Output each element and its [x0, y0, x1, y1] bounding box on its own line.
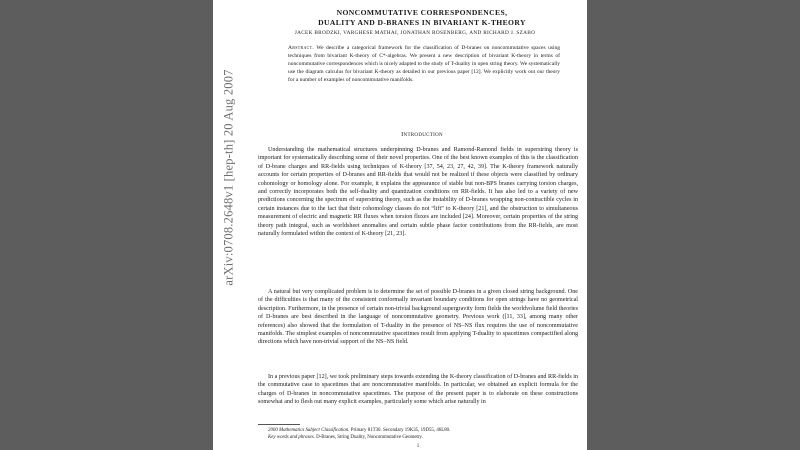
page-number: 1 [416, 444, 420, 449]
footnote-msc [268, 427, 568, 434]
abstract [288, 44, 560, 84]
footnote-keywords [268, 434, 568, 441]
footnote-keywords-text: D-Branes, String Duality, Noncommutative Geometry. [316, 435, 423, 440]
paper-title-line-1: NONCOMMUTATIVE CORRESPONDENCES, [336, 8, 508, 17]
paragraph-3: In a previous paper [12], we took preliminary steps towards extending the K-theory classification of D-branes and RR-fields in the commutative case to spacetimes that are noncommutative manifolds. In particular, we obtained an explicit formula for the charges of D-branes in noncommutative spacetimes. The purpose of the present paper is to elaborate on these constructions somewhat and to flesh out many explicit examples, particularly some which arise naturally in [258, 374, 578, 406]
abstract-label: Abstract. [288, 45, 315, 51]
footnote-keywords-label: Key words and phrases. [268, 435, 315, 440]
arxiv-stamp-text: arXiv:0708.2648v1 [hep-th] 20 Aug 2007 [221, 68, 236, 286]
section-heading: Introduction [401, 131, 443, 138]
paragraph-2: A natural but very complicated problem is to determine the set of possible D-branes in a given closed string background. One of the difficulties is that many of the consistent conformally invariant boundary conditions for open strings have no geometrical description. Furthermore, in the presence of certain non-trivial background supergravity form fields the worldvolume field theories of D-branes are best described in the language of noncommutative geometry. Previous work ([11, 33], among many other references) also showed that the formulation of T-duality in the presence of NS–NS flux requires the use of noncommutative manifolds. The simplest examples of noncommutative spacetimes result from applying T-duality to spacetimes compactified along directions which have non-trivial support of the NS–NS field. [258, 289, 578, 346]
footnote-msc-text: Primary 81T30. Secondary 19K35, 19D55, 46L80. [350, 428, 451, 433]
footnote-divider [258, 424, 300, 425]
abstract-text: We describe a categorical framework for the classification of D-branes on noncommutative spaces using techniques from bivariant K-theory of C*-algebras. We present a new description of bivariant K-theory in terms of noncommutative correspondences which is nicely adapted to the study of T-duality in open string theory. We systematically use the diagram calculus for bivariant K-theory as detailed in our previous paper [12]. We explicitly work out our theory for a number of examples of noncommutative manifolds. [288, 45, 560, 84]
footnote-msc-label: 2000 Mathematics Subject Classification. [268, 428, 350, 433]
author-list: JACEK BRODZKI, VARGHESE MATHAI, JONATHAN ROSENBERG, AND RICHARD J. SZABO [294, 30, 536, 36]
paper-title-line-2: DUALITY AND D-BRANES IN BIVARIANT K-THEORY [318, 18, 526, 27]
arxiv-identifier-stamp [216, 52, 242, 302]
paragraph-1: Understanding the mathematical structures underpinning D-branes and Ramond-Ramond fields in superstring theory is important for systematically describing some of their novel properties. One of the best known examples of this is the classification of D-brane charges and RR-fields using techniques of K-theory [37, 54, 23, 27, 42, 39]. The K-theory framework naturally accounts for certain properties of D-branes and RR-fields that would not be realized if these objects were classified by ordinary cohomology or homology alone. For example, it explains the appearance of stable but non-BPS branes carrying torsion charges, and correctly incorporates both the self-duality and quantization conditions on RR-fields. It has also led to a variety of new predictions concerning the spectrum of superstring theory, such as the instability of D-branes wrapping non-contractible cycles in certain instances due to the fact that their cohomology classes do not “lift” to K-theory [21], and the obstruction to simultaneous measurement of electric and magnetic RR fluxes when torsion fluxes are included [24]. Moreover, certain properties of the string theory path integral, such as worldsheet anomalies and certain subtle phase factor contributions from the RR-fields, are most naturally formulated within the context of K-theory [21, 23]. [258, 147, 578, 238]
